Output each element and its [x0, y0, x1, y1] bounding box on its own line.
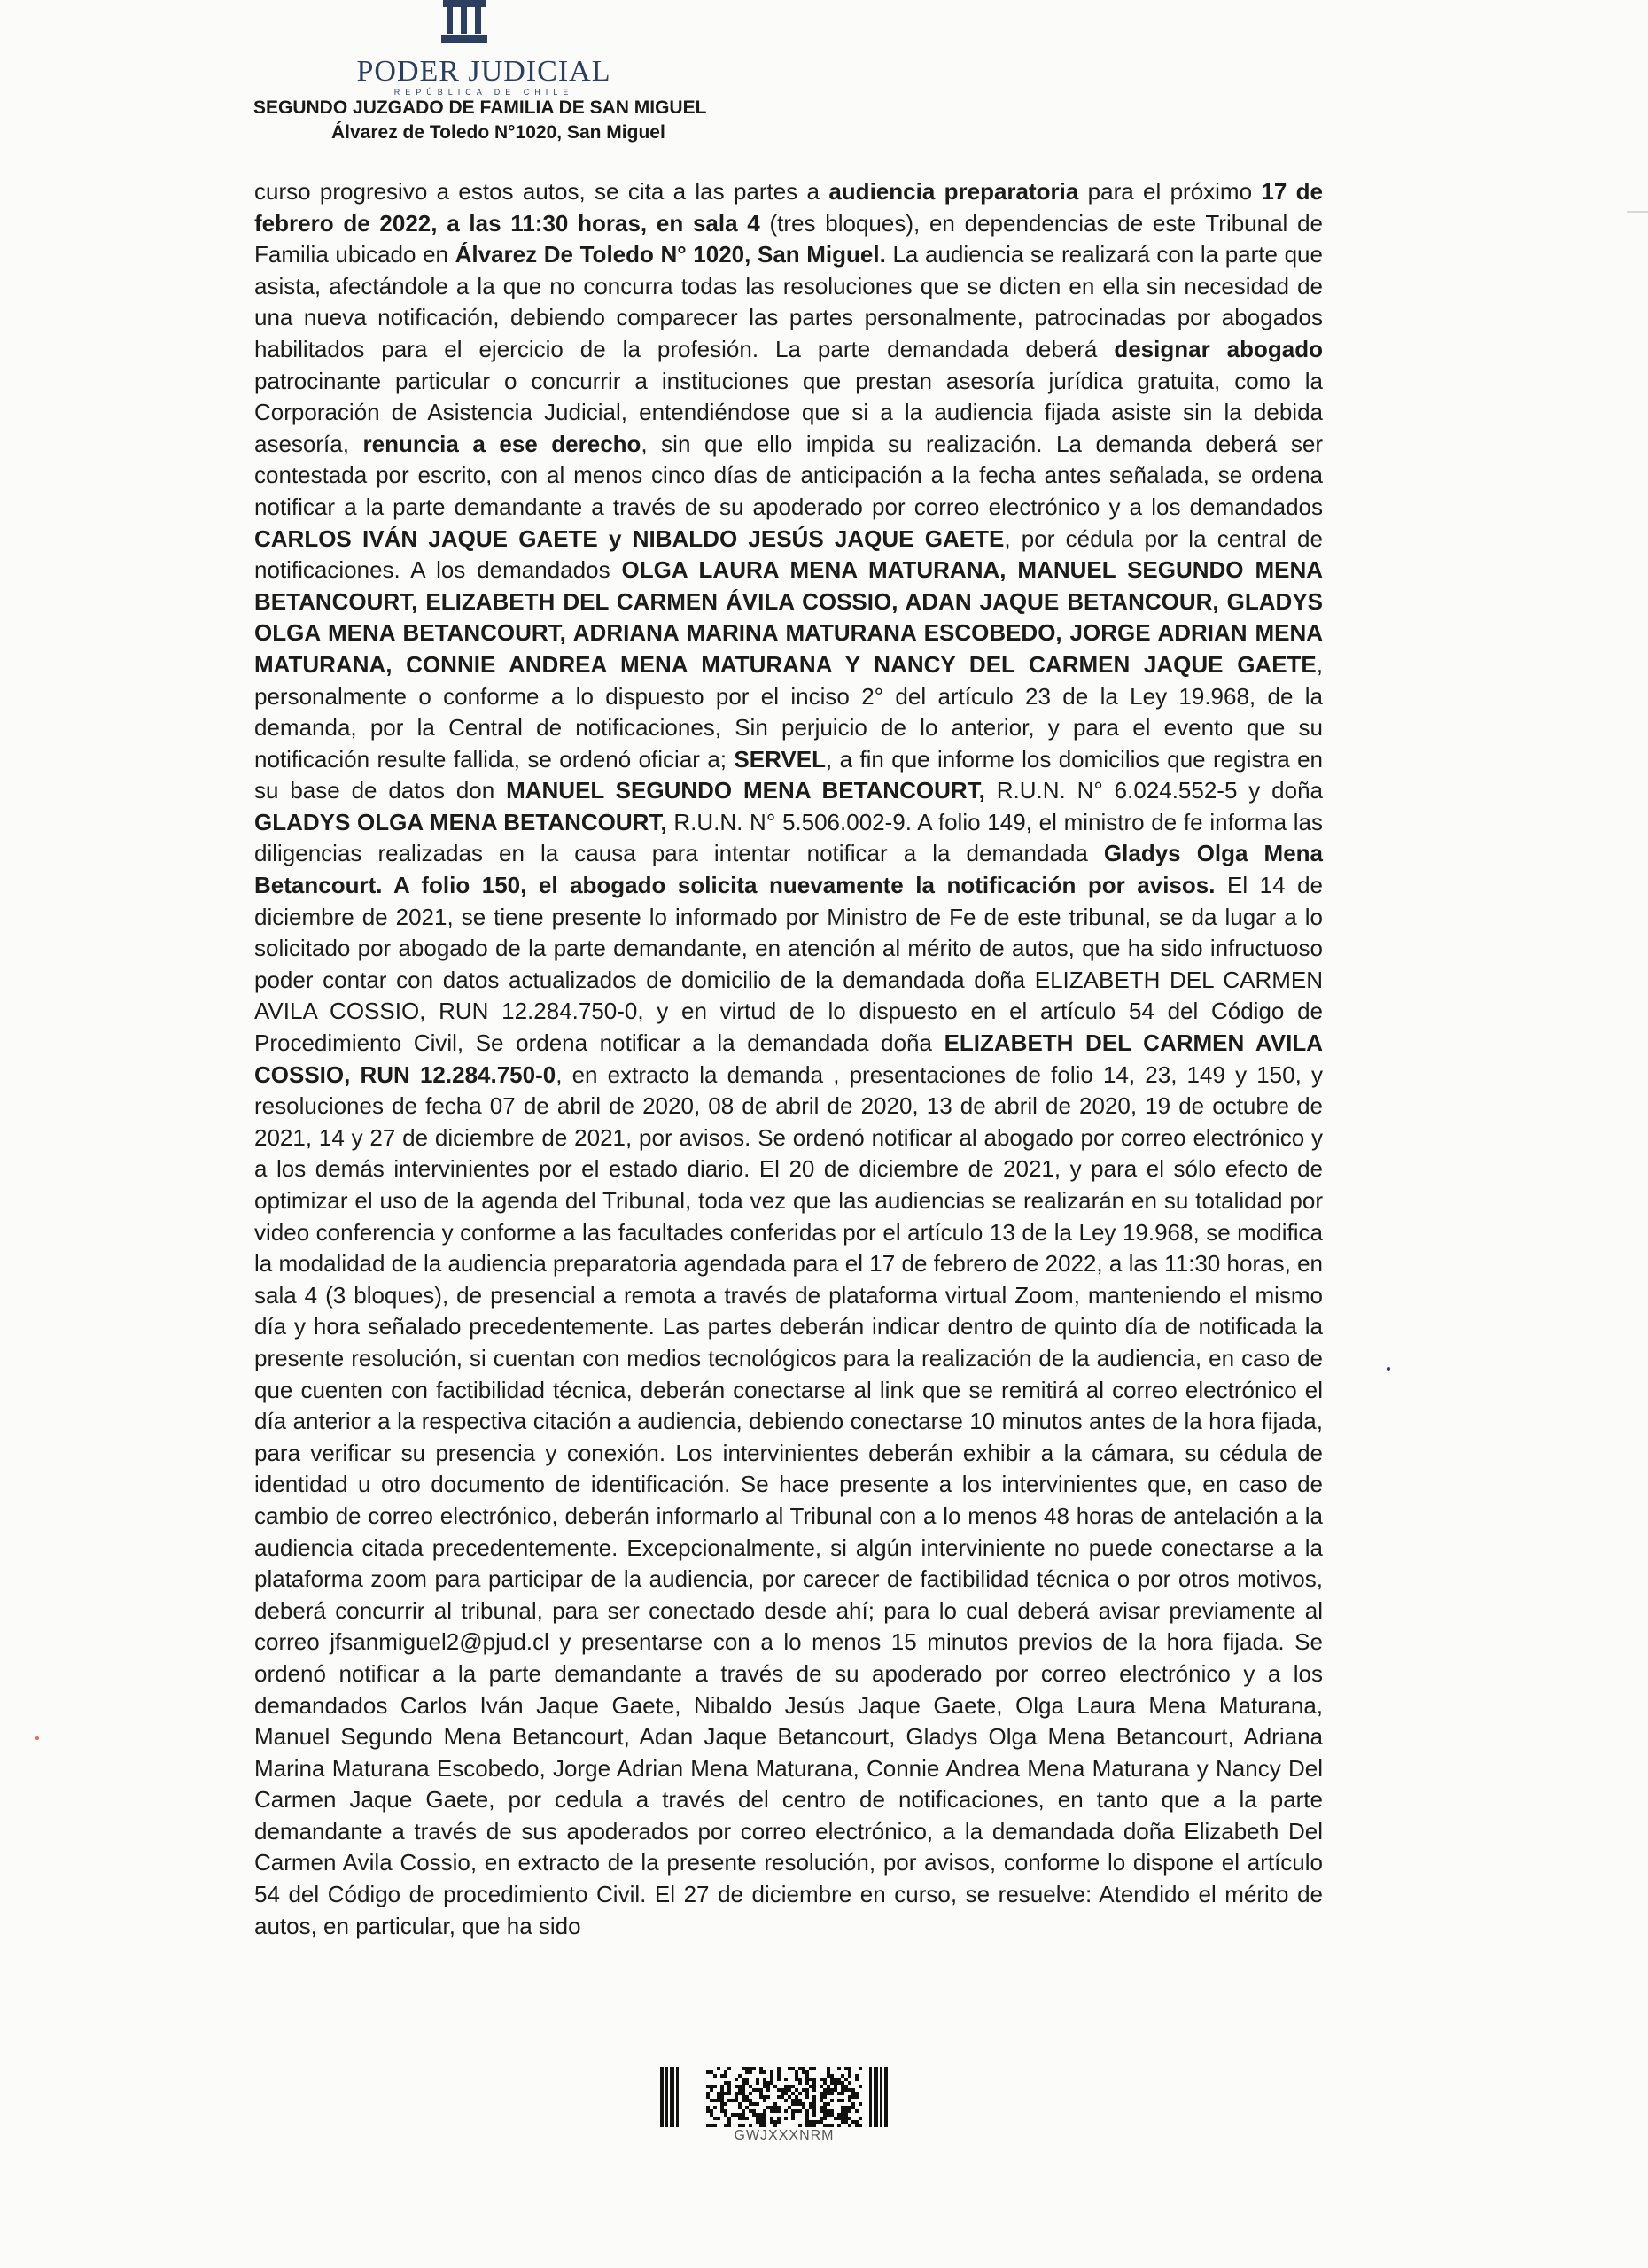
body-text: , en extracto la demanda , presentaciones de folio 14, 23, 149 y 150, y resoluciones de fecha 07 de abril de 2020, 08 de abril de 2020, 13 de abril de 2020, 19 de octubre de 2021, 14 y 27 de diciembre de 2021, por avisos. Se ordenó notificar al abogado por correo electrónico y a los demás intervinientes por el estado diario. El 20 de diciembre de 2021, y para el sólo efecto de optimizar el uso de la agenda del Tribunal, toda vez que las audiencias se realizarán en su totalidad por video conferencia y conforme a las facultades conferidas por el artículo 13 de la Ley 19.968, se modifica la modalidad de la audiencia preparatoria agendada para el 17 de febrero de 2022, a las 11:30 horas, en sala 4 (3 bloques), de presencial a remota a través de plataforma virtual Zoom, manteniendo el mismo día y hora señalado precedentemente. Las partes deberán indicar dentro de quinto día de notificada la presente resolución, si cuentan con medios tecnológicos para la realización de la audiencia, en caso de que cuenten con factibilidad técnica, deberán conectarse al link que se remitirá al correo electrónico el día anterior a la respectiva citación a audiencia, debiendo conectarse 10 minutos antes de la hora fijada, para verificar su presencia y conexión. Los intervinientes deberán exhibir a la cámara, su cédula de identidad u otro documento de identificación. Se hace presente a los intervinientes que, en caso de cambio de correo electrónico, deberán informarlo al Tribunal con a lo menos 48 horas de antelación a la audiencia citada precedentemente. Excepcionalmente, si algún interviniente no puede conectarse a la plataforma zoom para participar de la audiencia, por carecer de factibilidad técnica o por otros motivos, deberá concurrir al tribunal, para ser conectado desde ahí; para lo cual deberá avisar previamente al correo jfsanmiguel2@pjud.cl y presentarse con a lo menos 15 minutos previos de la hora fijada. Se ordenó notificar a la parte demandante a través de su apoderado por correo electrónico y a los demandados Carlos Iván Jaque Gaete, Nibaldo Jesús Jaque Gaete, Olga Laura Mena Maturana, Manuel Segundo Mena Betancourt, Adan Jaque Betancourt, Gladys Olga Mena Betancourt, Adriana Marina Maturana Escobedo, Jorge Adrian Mena Maturana, Connie Andrea Mena Maturana y Nancy Del Carmen Jaque Gaete, por cedula a través del centro de notificaciones, en tanto que a la parte demandante a través de sus apoderados por correo electrónico, a la demandada doña Elizabeth Del Carmen Avila Cossio, en extracto de la presente resolución, por avisos, conforme lo dispone el artículo 54 del Código de procedimiento Civil. El 27 de diciembre en curso, se resuelve: Atendido el mérito de autos, en particular, que ha sido — [254, 1060, 1323, 1939]
body-text: , sin que ello impida su realización. La demanda deberá ser contestada por escrito, con al menos cinco días de anticipación a la fecha antes señalada, se ordena notificar a la parte demandante a través de su apoderado por correo electrónico y a los demandados — [254, 430, 1323, 520]
letterhead — [239, 0, 789, 151]
document-body — [254, 176, 1323, 1942]
body-bold-text: Gladys Olga Mena Betancourt. A folio 150, el abogado solicita nuevamente la notificación por avisos. — [254, 840, 1323, 899]
body-text: R.U.N. N° 6.024.552-5 y doña — [984, 777, 1324, 804]
body-bold-text: OLGA LAURA MENA MATURANA, MANUEL SEGUNDO MENA BETANCOURT, ELIZABETH DEL CARMEN ÁVILA COSSIO, ADAN JAQUE BETANCOUR, GLADYS OLGA MENA BETANCOURT, ADRIANA MARINA MATURANA ESCOBEDO, JORGE ADRIAN MENA MATURANA, CONNIE ANDREA MENA MATURANA Y NANCY DEL CARMEN JAQUE GAETE — [254, 556, 1323, 678]
body-text: para el próximo — [1078, 178, 1262, 205]
body-text: , por cédula por la central de notificaciones. A los demandados — [254, 524, 1323, 584]
scan-mark — [1627, 211, 1648, 213]
brand-name: PODER JUDICIAL — [356, 55, 611, 88]
body-text: , personalmente o conforme a lo dispuesto por el inciso 2° del artículo 23 de la Ley 19.968, de la demanda, por la Central de notificaciones, Sin perjuicio de lo anterior, y para el evento que su notificación resulte fallida, se ordenó oficiar a; — [254, 650, 1323, 773]
body-bold-text: audiencia preparatoria — [828, 178, 1079, 205]
body-text: El 14 de diciembre de 2021, se tiene presente lo informado por Ministro de Fe de este tribunal, se da lugar a lo solicitado por abogado de la parte demandante, en atención al mérito de autos, que ha sido infructuoso poder contar con datos actualizados de domicilio de la demandada doña ELIZABETH DEL CARMEN AVILA COSSIO, RUN 12.284.750-0, y en virtud de lo dispuesto en el artículo 54 del Código de Procedimiento Civil, Se ordena notificar a la demandada doña — [254, 872, 1323, 1057]
courthouse-columns-icon — [441, 0, 487, 44]
barcode-image — [660, 2067, 908, 2127]
body-bold-text: renuncia a ese derecho — [362, 430, 641, 457]
body-bold-text: GLADYS OLGA MENA BETANCOURT, — [254, 808, 667, 835]
scan-speck — [35, 1736, 39, 1740]
body-bold-text: CARLOS IVÁN JAQUE GAETE y NIBALDO JESÚS JAQUE GAETE — [254, 524, 1005, 552]
body-text: , a fin que informe los domicilios que registra en su base de datos don — [254, 745, 1324, 804]
court-name: SEGUNDO JUZGADO DE FAMILIA DE SAN MIGUEL — [253, 97, 707, 118]
scan-speck — [1387, 1367, 1390, 1371]
brand-subtitle: REPÚBLICA DE CHILE — [393, 88, 574, 97]
body-bold-text: designar abogado — [1114, 335, 1324, 362]
body-bold-text: SERVEL — [734, 745, 826, 773]
barcode-code: GWJXXXNRM — [734, 2128, 835, 2140]
body-bold-text: ELIZABETH DEL CARMEN AVILA COSSIO, RUN 12.284.750-0 — [254, 1029, 1323, 1088]
court-address: Álvarez de Toledo N°1020, San Miguel — [331, 122, 665, 143]
body-text: patrocinante particular o concurrir a instituciones que prestan asesoría jurídica gratuita, como la Corporación de Asistencia Judicial, entendiéndose que si a la audiencia fijada asiste sin la debida asesoría, — [254, 367, 1323, 457]
body-text: R.U.N. N° 5.506.002-9. A folio 149, el ministro de fe informa las diligencias realizadas en la causa para intentar notificar a la demandada — [254, 808, 1323, 867]
body-text: La audiencia se realizará con la parte que asista, afectándole a la que no concurra todas las resoluciones que se dicten en ella sin necesidad de una nueva notificación, debiendo comparecer las partes personalmente, patrocinadas por abogados habilitados para el ejercicio de la profesión. La parte demandada deberá — [254, 241, 1323, 362]
body-bold-text: 17 de febrero de 2022, a las 11:30 horas, en sala 4 — [254, 178, 1323, 237]
body-text: (tres bloques), en dependencias de este Tribunal de Familia ubicado en — [254, 209, 1324, 268]
body-bold-text: MANUEL SEGUNDO MENA BETANCOURT, — [506, 777, 985, 804]
body-text: curso progresivo a estos autos, se cita a las partes a — [254, 178, 829, 205]
body-bold-text: Álvarez De Toledo N° 1020, San Miguel. — [455, 241, 886, 268]
